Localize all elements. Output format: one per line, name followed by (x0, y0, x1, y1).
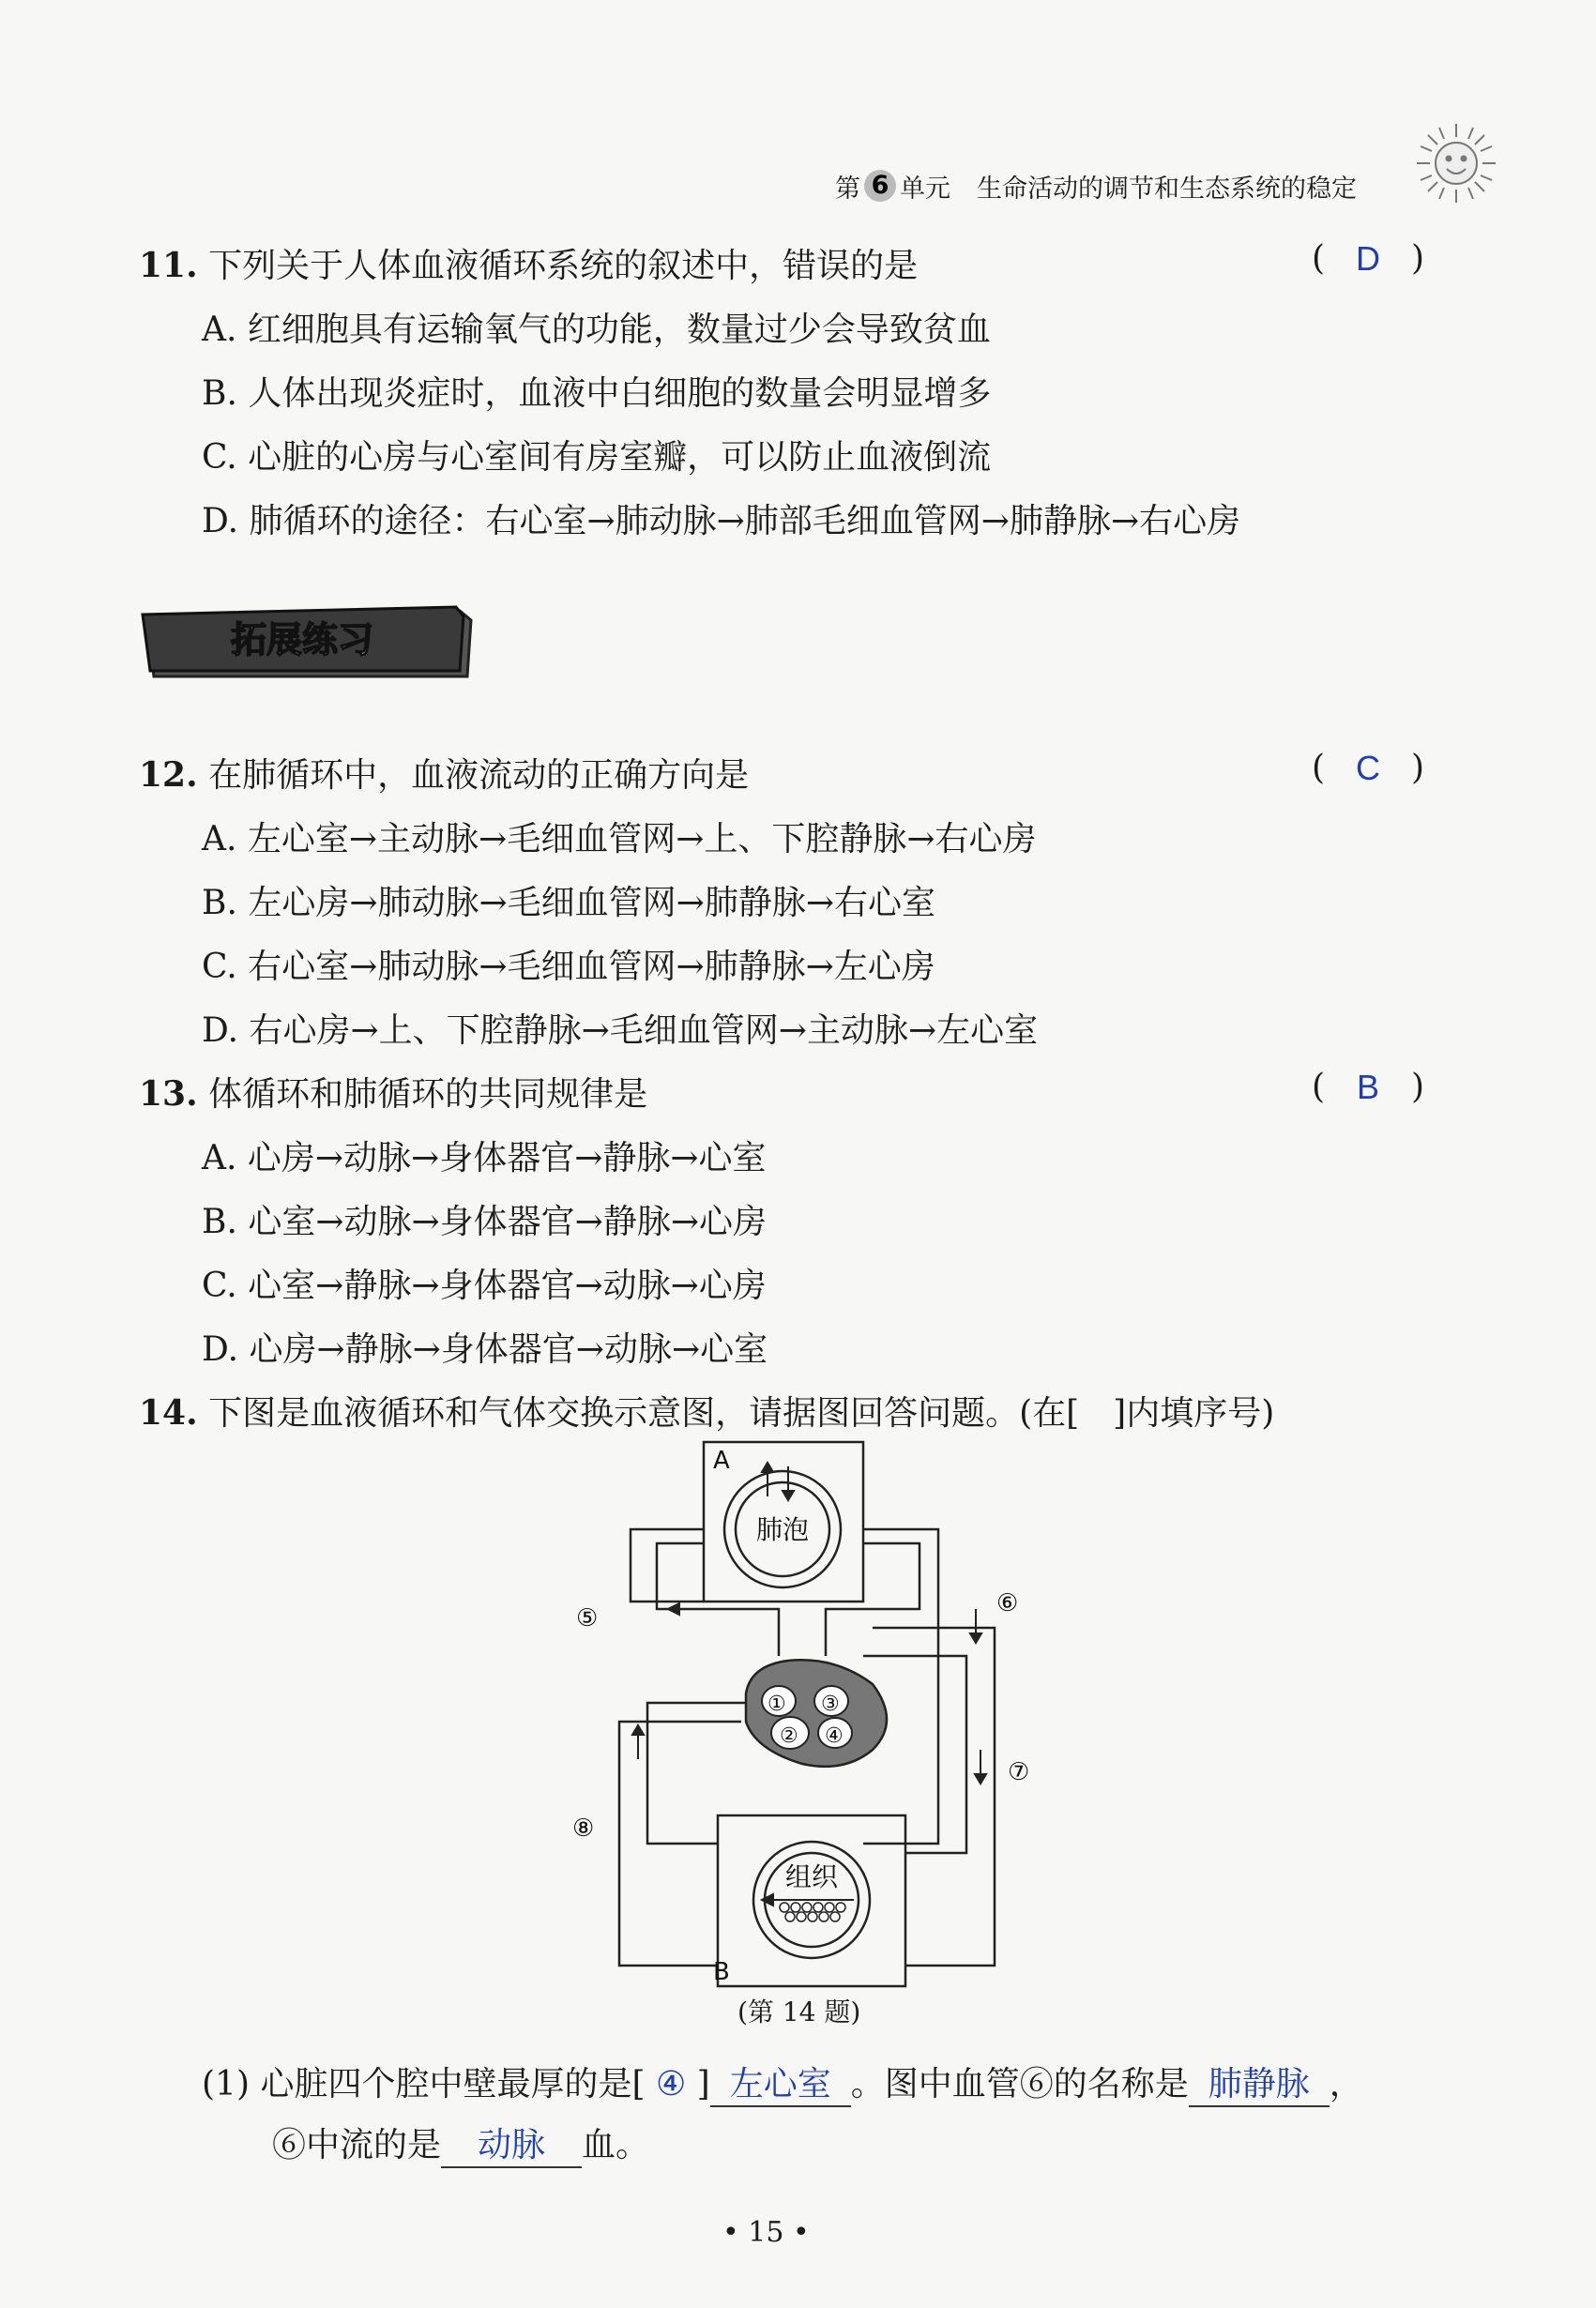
answer-paren-13: ( B ) (1312, 1068, 1424, 1106)
section-banner (141, 605, 479, 680)
question-number: 12. (139, 755, 198, 795)
unit-prefix: 第 (835, 174, 860, 204)
question-number: 14. (139, 1393, 198, 1433)
option-13-c: C. 心室→静脉→身体器官→动脉→心房 (202, 1267, 767, 1305)
option-11-b: B. 人体出现炎症时，血液中白细胞的数量会明显增多 (202, 374, 992, 413)
option-12-c: C. 右心室→肺动脉→毛细血管网→肺静脉→左心房 (202, 948, 935, 986)
section-title: 拓展练习 (230, 619, 374, 661)
question-text: 体循环和肺循环的共同规律是 (208, 1075, 648, 1114)
label-tissue: 组织 (784, 1861, 839, 1892)
label-b: B (713, 1958, 730, 1986)
label-7: ⑦ (1008, 1758, 1030, 1786)
answer-chamber-name: 左心室 (710, 2057, 851, 2107)
question-text: 下列关于人体血液循环系统的叙述中，错误的是 (208, 247, 919, 285)
label-a: A (713, 1447, 730, 1475)
answer-blood-type: 动脉 (441, 2118, 582, 2168)
option-11-c: C. 心脏的心房与心室间有房室瓣，可以防止血液倒流 (202, 438, 992, 477)
sub1-line2-suffix: 血。 (582, 2126, 650, 2164)
question-number: 11. (139, 246, 198, 285)
answer-11: D (1356, 239, 1380, 278)
question-12-stem (139, 749, 749, 797)
sun-icon (1413, 120, 1499, 206)
circulation-diagram (563, 1440, 1051, 1989)
answer-12: C (1356, 749, 1380, 787)
unit-number-badge: 6 (864, 170, 896, 202)
page-number: • 15 • (722, 2216, 810, 2249)
sub-question-1-line2 (272, 2118, 649, 2168)
option-11-d: D. 肺循环的途径：右心室→肺动脉→肺部毛细血管网→肺静脉→右心房 (202, 502, 1241, 540)
answer-paren-11: ( D ) (1312, 239, 1424, 278)
answer-13: B (1356, 1068, 1379, 1106)
label-1: ① (768, 1693, 786, 1716)
bracket-close: ] (696, 2065, 710, 2103)
option-12-b: B. 左心房→肺动脉→毛细血管网→肺静脉→右心室 (202, 884, 935, 922)
question-11-stem (139, 239, 918, 287)
question-number: 13. (139, 1074, 198, 1114)
option-12-a: A. 左心室→主动脉→毛细血管网→上、下腔静脉→右心房 (202, 820, 1037, 858)
answer-chamber-number: ④ (655, 2065, 687, 2103)
answer-paren-12: ( C ) (1312, 749, 1424, 787)
label-alveolus: 肺泡 (755, 1514, 810, 1545)
question-14-stem (139, 1387, 1274, 1435)
label-5: ⑤ (576, 1604, 599, 1632)
label-8: ⑧ (572, 1815, 595, 1843)
label-3: ③ (821, 1693, 840, 1716)
option-11-a: A. 红细胞具有运输氧气的功能，数量过少会导致贫血 (202, 311, 991, 349)
question-text: 下图是血液循环和气体交换示意图，请据图回答问题。(在[ ]内填序号) (208, 1394, 1275, 1433)
label-2: ② (780, 1724, 798, 1748)
unit-suffix: 单元 (900, 174, 950, 204)
sub1-prefix: (1) 心脏四个腔中壁最厚的是[ (202, 2065, 646, 2103)
unit-header (835, 158, 1426, 214)
question-13-stem (139, 1068, 647, 1116)
figure-caption: (第 14 题) (737, 1997, 861, 2027)
unit-title: 生命活动的调节和生态系统的稳定 (977, 174, 1357, 204)
question-text: 在肺循环中，血液流动的正确方向是 (208, 756, 750, 795)
sub1-mid: 。图中血管⑥的名称是 (850, 2065, 1189, 2103)
sub1-line2-prefix: ⑥中流的是 (272, 2126, 442, 2164)
sub-question-1-line1 (202, 2057, 1363, 2107)
answer-vessel-name: 肺静脉 (1189, 2057, 1330, 2107)
label-6: ⑥ (996, 1589, 1019, 1617)
label-4: ④ (825, 1724, 844, 1748)
sub1-comma: ， (1329, 2065, 1363, 2103)
option-12-d: D. 右心房→上、下腔静脉→毛细血管网→主动脉→左心室 (202, 1011, 1039, 1050)
option-13-a: A. 心房→动脉→身体器官→静脉→心室 (202, 1139, 767, 1177)
option-13-d: D. 心房→静脉→身体器官→动脉→心室 (202, 1330, 768, 1369)
option-13-b: B. 心室→动脉→身体器官→静脉→心房 (202, 1203, 767, 1241)
